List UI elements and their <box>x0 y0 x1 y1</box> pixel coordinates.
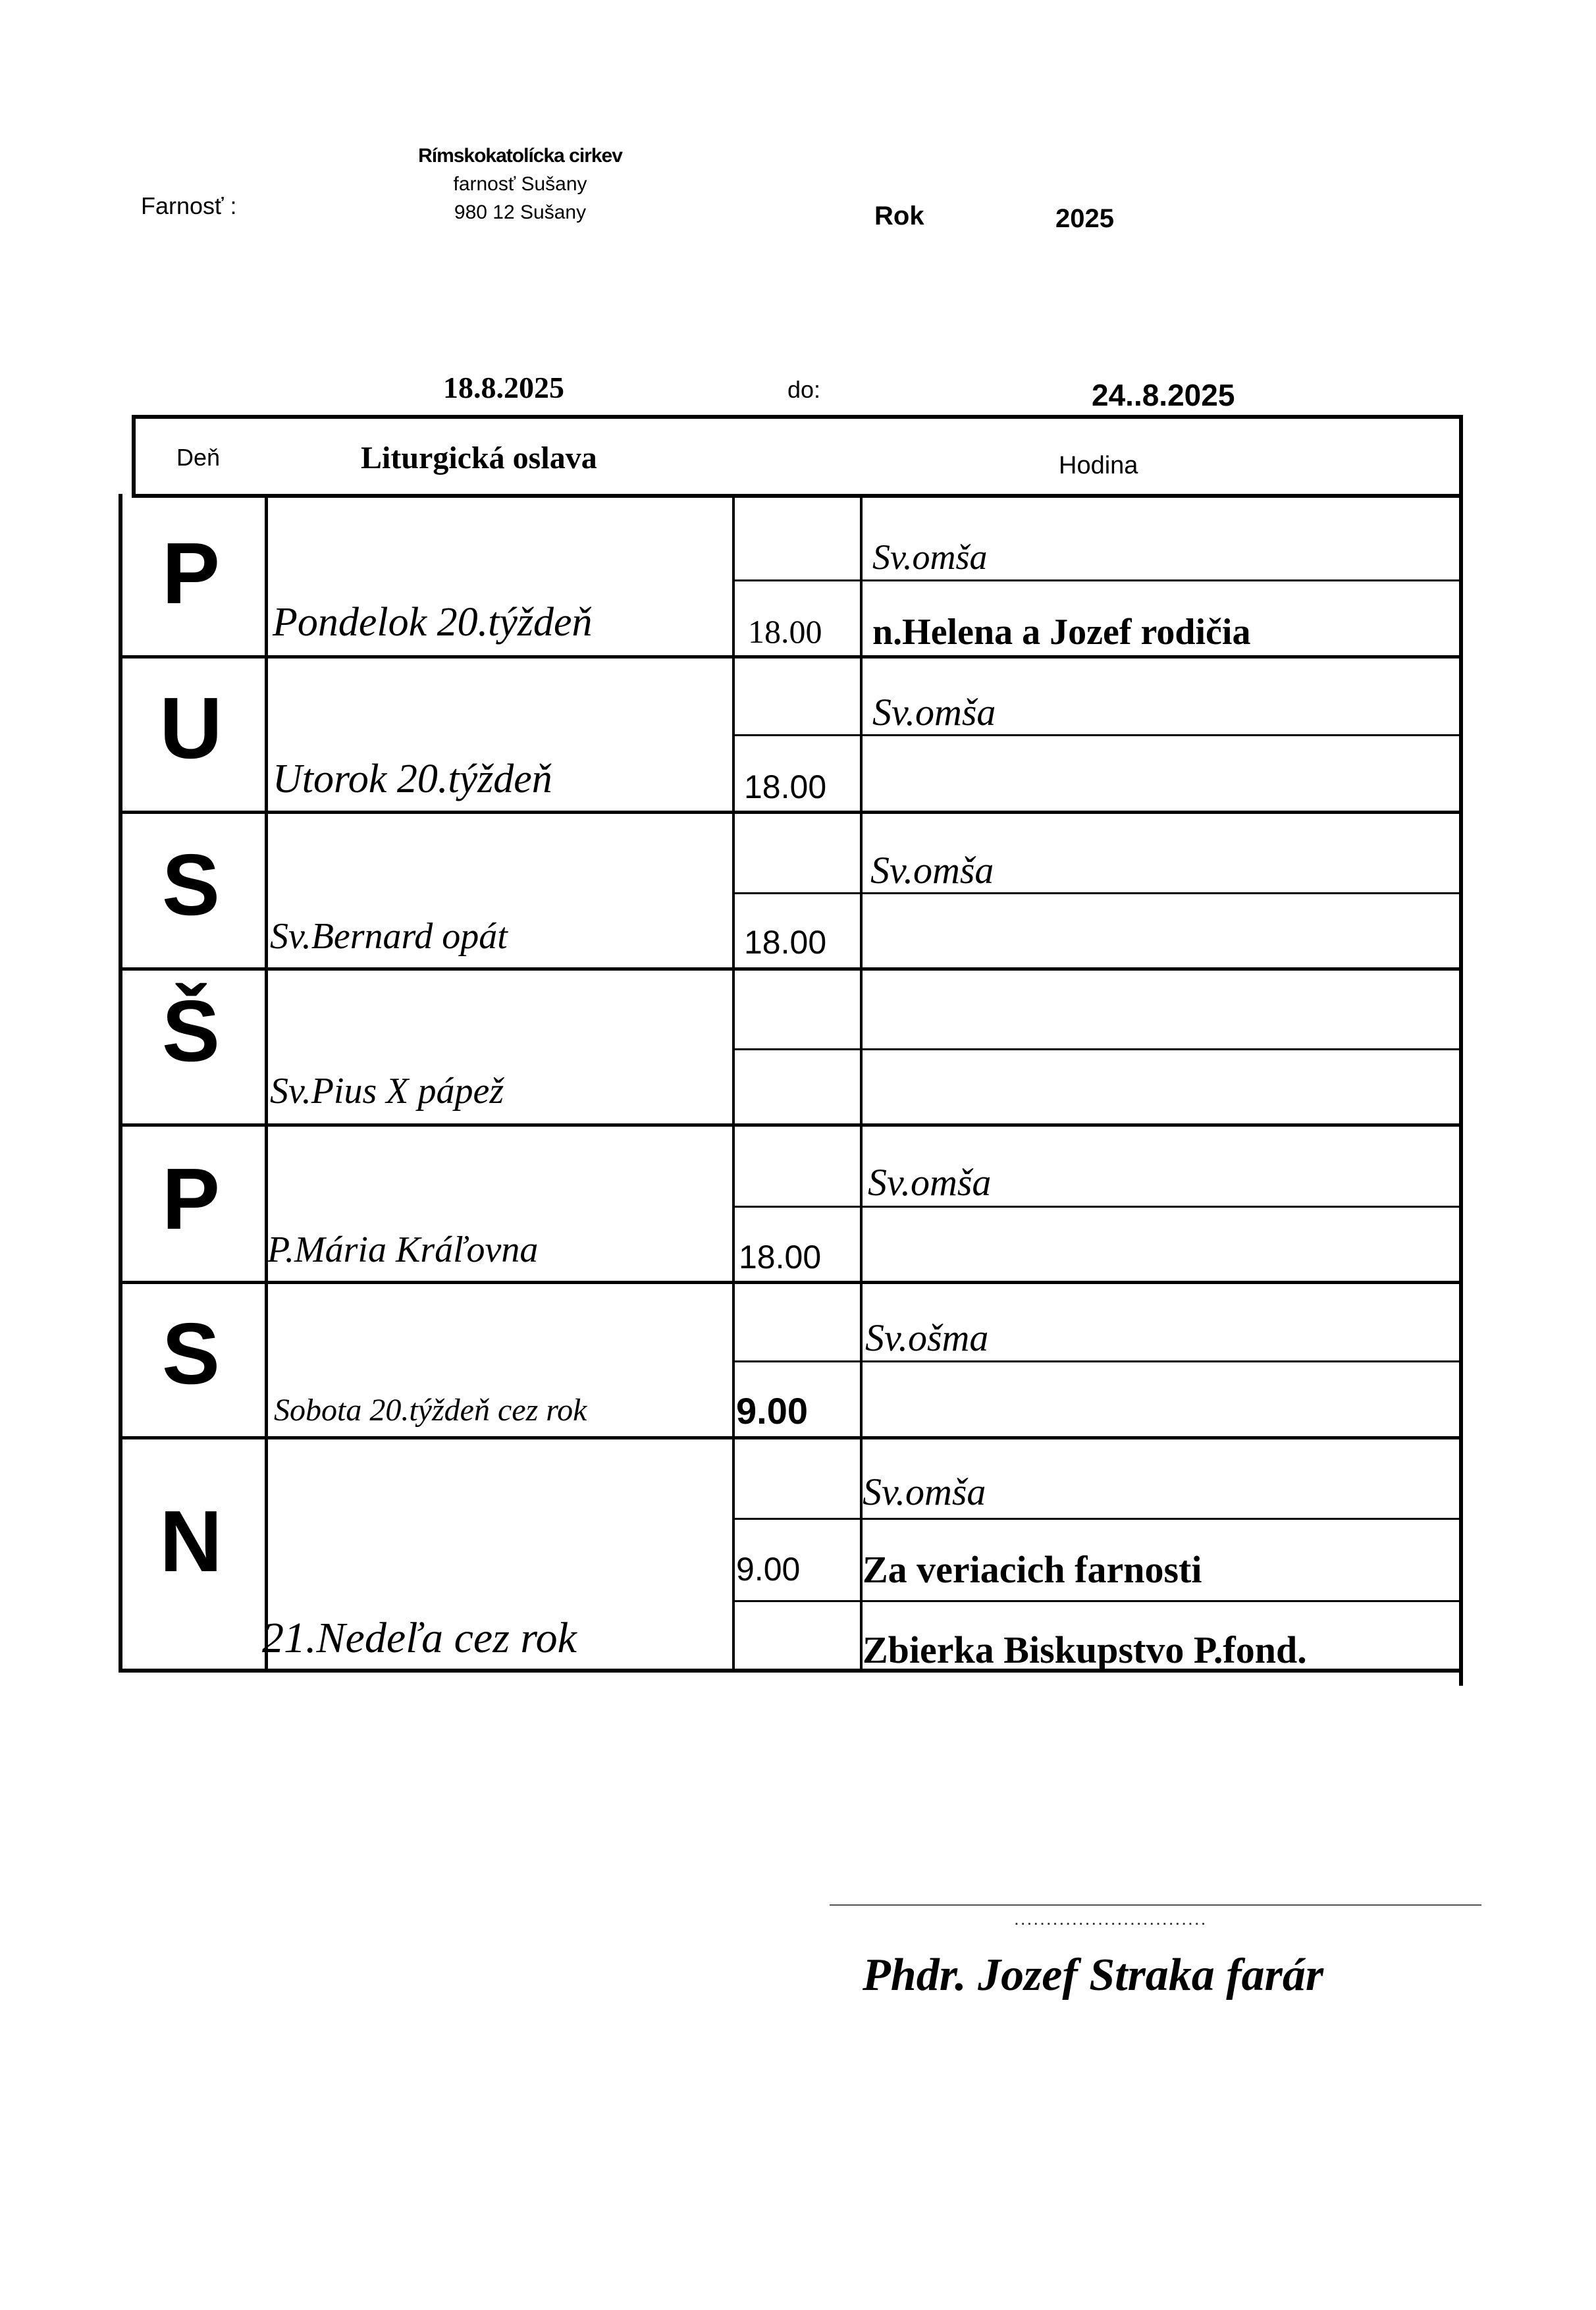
row-sep-2 <box>119 811 1463 814</box>
mass-time: 18.00 <box>744 768 827 805</box>
col-sep-letter <box>265 494 268 1673</box>
subrow-sep-7a <box>732 1518 1463 1520</box>
table-border-top <box>132 415 1463 419</box>
day-name: Utorok 20.týždeň <box>273 757 552 801</box>
day-letter: N <box>159 1493 223 1590</box>
day-name: P.Mária Kráľovna <box>267 1229 539 1270</box>
col-sep-time <box>732 494 735 1673</box>
day-name: 21.Nedeľa cez rok <box>262 1614 577 1662</box>
day-letter: Š <box>161 982 221 1079</box>
row-sep-5 <box>119 1281 1463 1284</box>
stamp-line-3: 980 12 Sušany <box>454 201 587 223</box>
day-name: Pondelok 20.týždeň <box>273 600 593 645</box>
header-liturgy: Liturgická oslava <box>361 441 597 475</box>
signature-text: Phdr. Jozef Straka farár <box>863 1950 1324 2001</box>
day-name: Sv.Pius X pápež <box>270 1071 504 1112</box>
day-name: Sv.Bernard opát <box>270 916 508 957</box>
subrow-sep-1 <box>732 579 1463 581</box>
row-sep-1 <box>119 655 1463 658</box>
header-time: Hodina <box>1059 452 1138 479</box>
stamp-line-1: Rímskokatolícka cirkev <box>418 145 622 167</box>
year-label: Rok <box>874 201 924 230</box>
row-sep-4 <box>119 1123 1463 1127</box>
row-sep-6 <box>119 1436 1463 1439</box>
subrow-sep-3 <box>732 892 1463 894</box>
parish-stamp <box>395 142 645 227</box>
mass-intention: n.Helena a Jozef rodičia <box>872 612 1251 653</box>
mass-label: Sv.ošma <box>865 1316 989 1359</box>
collection-note: Zbierka Biskupstvo P.fond. <box>863 1628 1307 1671</box>
day-letter: U <box>159 680 223 776</box>
date-from: 18.8.2025 <box>443 371 564 404</box>
table-border-left <box>132 415 136 497</box>
header-day: Deň <box>176 444 221 471</box>
signature-dots: .............................. <box>1014 1908 1208 1929</box>
mass-time: 18.00 <box>748 613 822 650</box>
year-value: 2025 <box>1055 204 1114 233</box>
day-letter: S <box>161 836 221 933</box>
mass-time: 18.00 <box>744 924 827 961</box>
date-to: 24..8.2025 <box>1092 378 1235 412</box>
mass-label: Sv.omša <box>872 537 988 577</box>
mass-label: Sv.omša <box>863 1470 986 1513</box>
subrow-sep-4 <box>732 1048 1463 1050</box>
farnost-label: Farnosť : <box>141 192 237 219</box>
table-border-left-body <box>119 494 122 1673</box>
mass-label: Sv.omša <box>868 1161 992 1204</box>
mass-time: 18.00 <box>739 1239 822 1276</box>
subrow-sep-2 <box>732 734 1463 736</box>
signature-line <box>830 1904 1481 1906</box>
mass-time: 9.00 <box>736 1390 808 1432</box>
stamp-line-2: farnosť Sušany <box>453 173 587 195</box>
day-name: Sobota 20.týždeň cez rok <box>274 1393 587 1428</box>
date-to-label: do: <box>787 376 821 403</box>
mass-label: Sv.omša <box>872 691 996 734</box>
subrow-sep-6 <box>732 1360 1463 1362</box>
mass-intention: Za veriacich farnosti <box>863 1548 1202 1591</box>
day-letter: S <box>161 1305 221 1402</box>
day-letter: P <box>161 525 221 622</box>
mass-time: 9.00 <box>736 1551 801 1588</box>
row-sep-3 <box>119 967 1463 971</box>
subrow-sep-5 <box>732 1206 1463 1208</box>
subrow-sep-7b <box>732 1600 1463 1602</box>
header-bottom-line <box>132 494 1463 498</box>
table-border-right <box>1459 415 1463 1686</box>
mass-label: Sv.omša <box>870 849 994 892</box>
day-letter: P <box>161 1150 221 1247</box>
